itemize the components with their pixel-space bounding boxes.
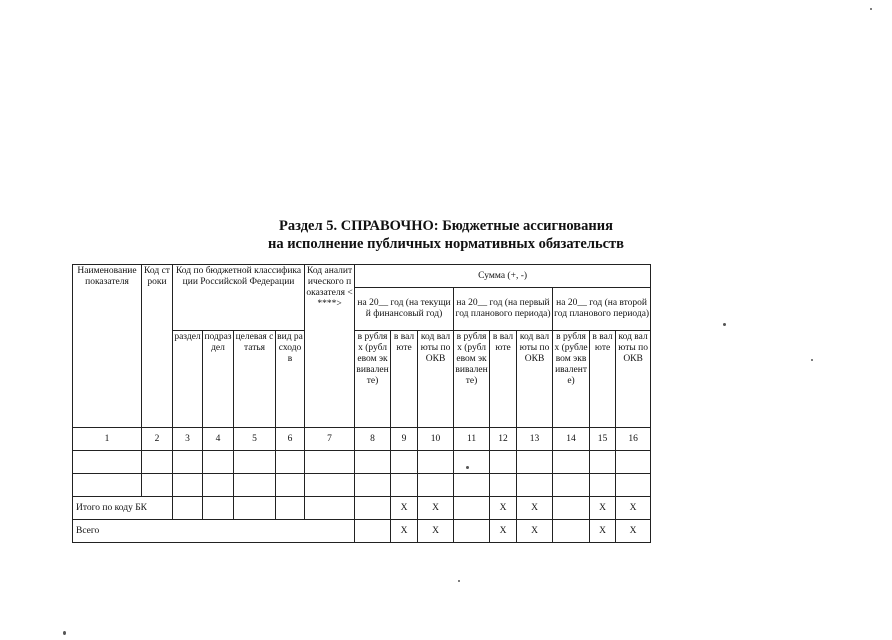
header-bk-group: Код по бюджетной классификации Российской Федерации — [173, 265, 305, 331]
table-cell — [276, 474, 305, 497]
table-cell: X — [517, 497, 553, 520]
section-title-line-1: Раздел 5. СПРАВОЧНО: Бюджетные ассигнования — [279, 218, 613, 234]
table-cell: X — [616, 497, 651, 520]
appropriations-table — [72, 264, 651, 543]
table-cell — [590, 474, 616, 497]
column-numbers-row — [73, 428, 651, 451]
table-cell — [142, 474, 173, 497]
table-cell — [234, 497, 276, 520]
column-number: 14 — [553, 428, 590, 451]
table-cell — [418, 474, 454, 497]
table-cell — [305, 451, 355, 474]
header-rub-1: в рублях (рублевом эквиваленте) — [355, 331, 391, 428]
table-cell — [355, 474, 391, 497]
table-cell: X — [391, 497, 418, 520]
table-cell: X — [590, 497, 616, 520]
column-number: 6 — [276, 428, 305, 451]
table-cell: X — [590, 520, 616, 543]
table-cell — [203, 474, 234, 497]
header-expense-type: вид расходов — [276, 331, 305, 428]
header-rub-3: в рублях (рублевом эквиваленте) — [553, 331, 590, 428]
scan-speck — [870, 8, 872, 10]
header-okv-1: код валюты по ОКВ — [418, 331, 454, 428]
header-okv-3: код валюты по ОКВ — [616, 331, 651, 428]
table-cell — [355, 451, 391, 474]
total-by-bk-label: Итого по коду БК — [73, 497, 173, 520]
column-number: 9 — [391, 428, 418, 451]
header-razdel: раздел — [173, 331, 203, 428]
table-cell — [234, 474, 276, 497]
column-number: 7 — [305, 428, 355, 451]
table-cell — [73, 474, 142, 497]
table-cell — [590, 451, 616, 474]
section-title-line-2: на исполнение публичных нормативных обязательств — [267, 236, 625, 252]
table-cell: X — [391, 520, 418, 543]
header-rub-2: в рублях (рублевом эквиваленте) — [454, 331, 490, 428]
column-number: 10 — [418, 428, 454, 451]
column-number: 2 — [142, 428, 173, 451]
table-cell — [553, 474, 590, 497]
table-cell — [490, 474, 517, 497]
header-name: Наименование показателя — [73, 265, 142, 428]
table-cell — [142, 451, 173, 474]
header-code: Код строки — [142, 265, 173, 428]
column-number: 8 — [355, 428, 391, 451]
header-sum-group: Сумма (+, -) — [355, 265, 651, 288]
table-cell — [553, 520, 590, 543]
column-number: 12 — [490, 428, 517, 451]
column-number: 13 — [517, 428, 553, 451]
grand-total-label: Всего — [73, 520, 355, 543]
table-row — [73, 451, 651, 474]
table-cell — [553, 497, 590, 520]
table-cell — [355, 520, 391, 543]
header-cur-1: в валюте — [391, 331, 418, 428]
table-cell — [517, 474, 553, 497]
grand-total-row — [73, 520, 651, 543]
table-cell: X — [418, 520, 454, 543]
column-number: 5 — [234, 428, 276, 451]
header-period-3: на 20__ год (на второй год планового периода) — [553, 288, 651, 331]
table-cell — [234, 451, 276, 474]
scan-speck — [723, 323, 726, 326]
table-cell — [418, 451, 454, 474]
column-number: 11 — [454, 428, 490, 451]
header-podrazdel: подраздел — [203, 331, 234, 428]
table-cell — [305, 474, 355, 497]
scan-speck — [466, 466, 469, 469]
column-number: 16 — [616, 428, 651, 451]
table-cell: X — [490, 497, 517, 520]
table-cell — [616, 474, 651, 497]
table-cell — [173, 474, 203, 497]
table-row — [73, 474, 651, 497]
table-cell — [203, 451, 234, 474]
header-period-1: на 20__ год (на текущий финансовый год) — [355, 288, 454, 331]
table-cell — [305, 497, 355, 520]
table-cell — [276, 451, 305, 474]
header-period-2: на 20__ год (на первый год планового периода) — [454, 288, 553, 331]
table-cell — [454, 474, 490, 497]
column-number: 15 — [590, 428, 616, 451]
table-cell — [391, 474, 418, 497]
column-number: 3 — [173, 428, 203, 451]
table-cell — [454, 520, 490, 543]
table-cell — [391, 451, 418, 474]
scan-speck — [811, 359, 813, 361]
header-cur-2: в валюте — [490, 331, 517, 428]
column-number: 4 — [203, 428, 234, 451]
table-cell — [517, 451, 553, 474]
header-okv-2: код валюты по ОКВ — [517, 331, 553, 428]
table-cell — [454, 497, 490, 520]
table-cell — [276, 497, 305, 520]
total-by-bk-row — [73, 497, 651, 520]
table-cell — [173, 451, 203, 474]
table-cell — [73, 451, 142, 474]
scan-speck — [63, 631, 66, 635]
header-row-1 — [73, 265, 651, 288]
table-cell: X — [616, 520, 651, 543]
table-cell — [203, 497, 234, 520]
header-analytic: Код аналитического показателя <****> — [305, 265, 355, 428]
table-cell — [616, 451, 651, 474]
table-cell: X — [418, 497, 454, 520]
table-cell — [173, 497, 203, 520]
table-cell: X — [490, 520, 517, 543]
table-cell — [454, 451, 490, 474]
table-cell — [553, 451, 590, 474]
header-target-article: целевая статья — [234, 331, 276, 428]
column-number: 1 — [73, 428, 142, 451]
table-cell — [355, 497, 391, 520]
table-cell — [490, 451, 517, 474]
header-cur-3: в валюте — [590, 331, 616, 428]
table-cell: X — [517, 520, 553, 543]
scan-speck — [458, 580, 460, 582]
